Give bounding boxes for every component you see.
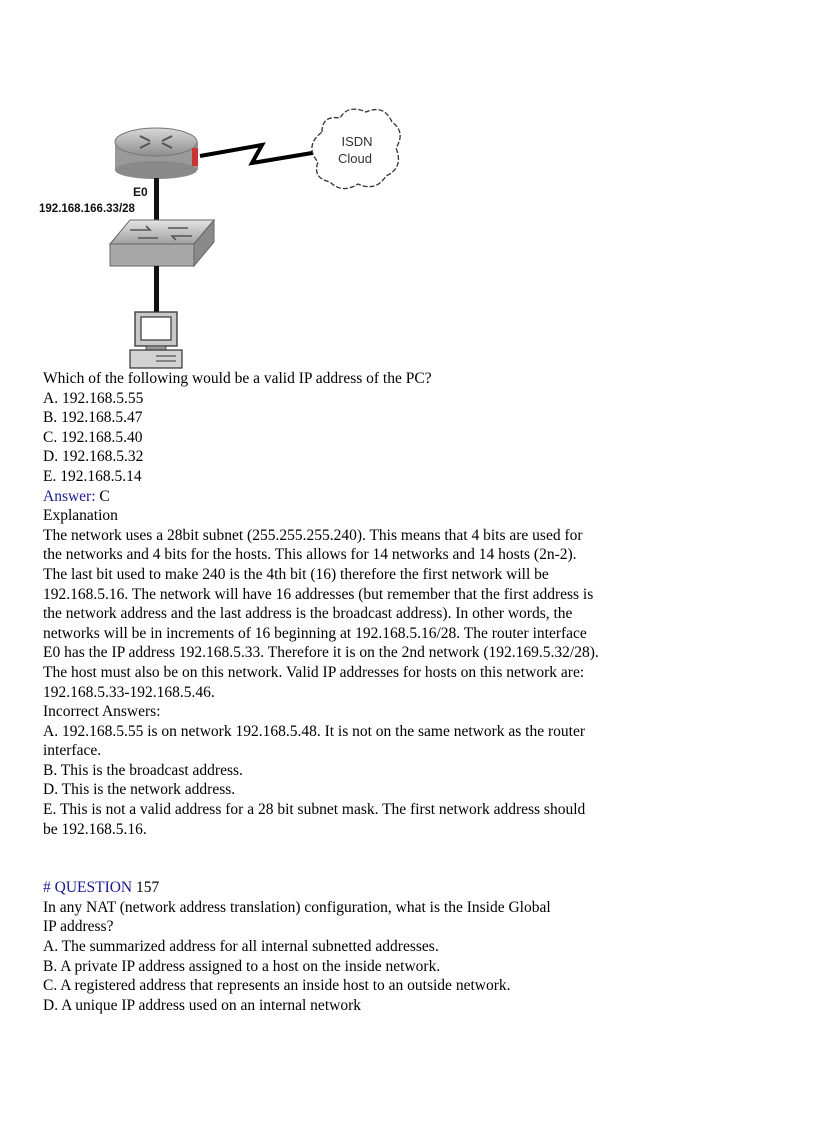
incorrect-line: D. This is the network address. bbox=[43, 781, 236, 799]
isdn-cloud-icon bbox=[312, 109, 400, 188]
explanation-heading: Explanation bbox=[43, 507, 118, 525]
next-question-header bbox=[43, 878, 783, 898]
explanation-line: The network uses a 28bit subnet (255.255.255.240). This means that 4 bits are used for bbox=[43, 526, 583, 544]
explanation-line: The last bit used to make 240 is the 4th bit (16) therefore the first network will be bbox=[43, 565, 549, 583]
answer-line bbox=[43, 487, 783, 507]
question-number-label: # QUESTION bbox=[43, 879, 133, 897]
section-gap bbox=[43, 839, 783, 878]
option-a: A. 192.168.5.55 bbox=[43, 389, 144, 407]
answer-value: C bbox=[95, 487, 110, 505]
router-interface-label: E0 bbox=[133, 185, 148, 199]
network-diagram bbox=[0, 0, 420, 372]
explanation-line: 192.168.5.16. The network will have 16 addresses (but remember that the first address is bbox=[43, 585, 594, 603]
question-number: 157 bbox=[132, 879, 160, 897]
explanation-line: the networks and 4 bits for the hosts. This allows for 14 networks and 14 hosts (2n-2). bbox=[43, 546, 577, 564]
incorrect-line: A. 192.168.5.55 is on network 192.168.5.48. It is not on the same network as the router bbox=[43, 722, 585, 740]
option-c: C. 192.168.5.40 bbox=[43, 428, 143, 446]
incorrect-line: interface. bbox=[43, 742, 102, 760]
next-option-c: C. A registered address that represents an inside host to an outside network. bbox=[43, 977, 511, 995]
router-icon bbox=[115, 128, 198, 179]
next-option-d: D. A unique IP address used on an internal network bbox=[43, 996, 361, 1014]
cloud-label-line1: ISDN bbox=[341, 134, 373, 149]
explanation-line: the network address and the last address is the broadcast address). In other words, the bbox=[43, 605, 573, 623]
incorrect-line: E. This is not a valid address for a 28 bit subnet mask. The first network address should bbox=[43, 801, 586, 819]
next-question-text: IP address? bbox=[43, 918, 114, 936]
document-body bbox=[43, 369, 783, 1015]
router-ip-label: 192.168.166.33/28 bbox=[39, 203, 135, 215]
switch-pc-link bbox=[154, 266, 159, 312]
option-e: E. 192.168.5.14 bbox=[43, 467, 142, 485]
wan-link-icon bbox=[200, 145, 318, 163]
explanation-line: networks will be in increments of 16 beginning at 192.168.5.16/28. The router interface bbox=[43, 624, 587, 642]
cloud-label-line2: Cloud bbox=[338, 151, 372, 166]
explanation-line: 192.168.5.33-192.168.5.46. bbox=[43, 683, 215, 701]
question-text: Which of the following would be a valid IP address of the PC? bbox=[43, 370, 432, 387]
option-b: B. 192.168.5.47 bbox=[43, 409, 143, 427]
incorrect-line: B. This is the broadcast address. bbox=[43, 761, 243, 779]
incorrect-line: be 192.168.5.16. bbox=[43, 820, 147, 838]
incorrect-heading: Incorrect Answers: bbox=[43, 703, 161, 721]
next-question-text: In any NAT (network address translation) configuration, what is the Inside Global bbox=[43, 898, 551, 916]
pc-icon bbox=[130, 312, 182, 368]
explanation-line: The host must also be on this network. Valid IP addresses for hosts on this network are: bbox=[43, 663, 585, 681]
next-option-a: A. The summarized address for all internal subnetted addresses. bbox=[43, 938, 439, 956]
explanation-line: E0 has the IP address 192.168.5.33. Therefore it is on the 2nd network (192.169.5.32/28). bbox=[43, 644, 599, 662]
switch-icon bbox=[110, 220, 214, 266]
router-switch-link bbox=[154, 178, 159, 222]
next-option-b: B. A private IP address assigned to a host on the inside network. bbox=[43, 957, 441, 975]
answer-label: Answer: bbox=[43, 487, 96, 505]
option-d: D. 192.168.5.32 bbox=[43, 448, 144, 466]
